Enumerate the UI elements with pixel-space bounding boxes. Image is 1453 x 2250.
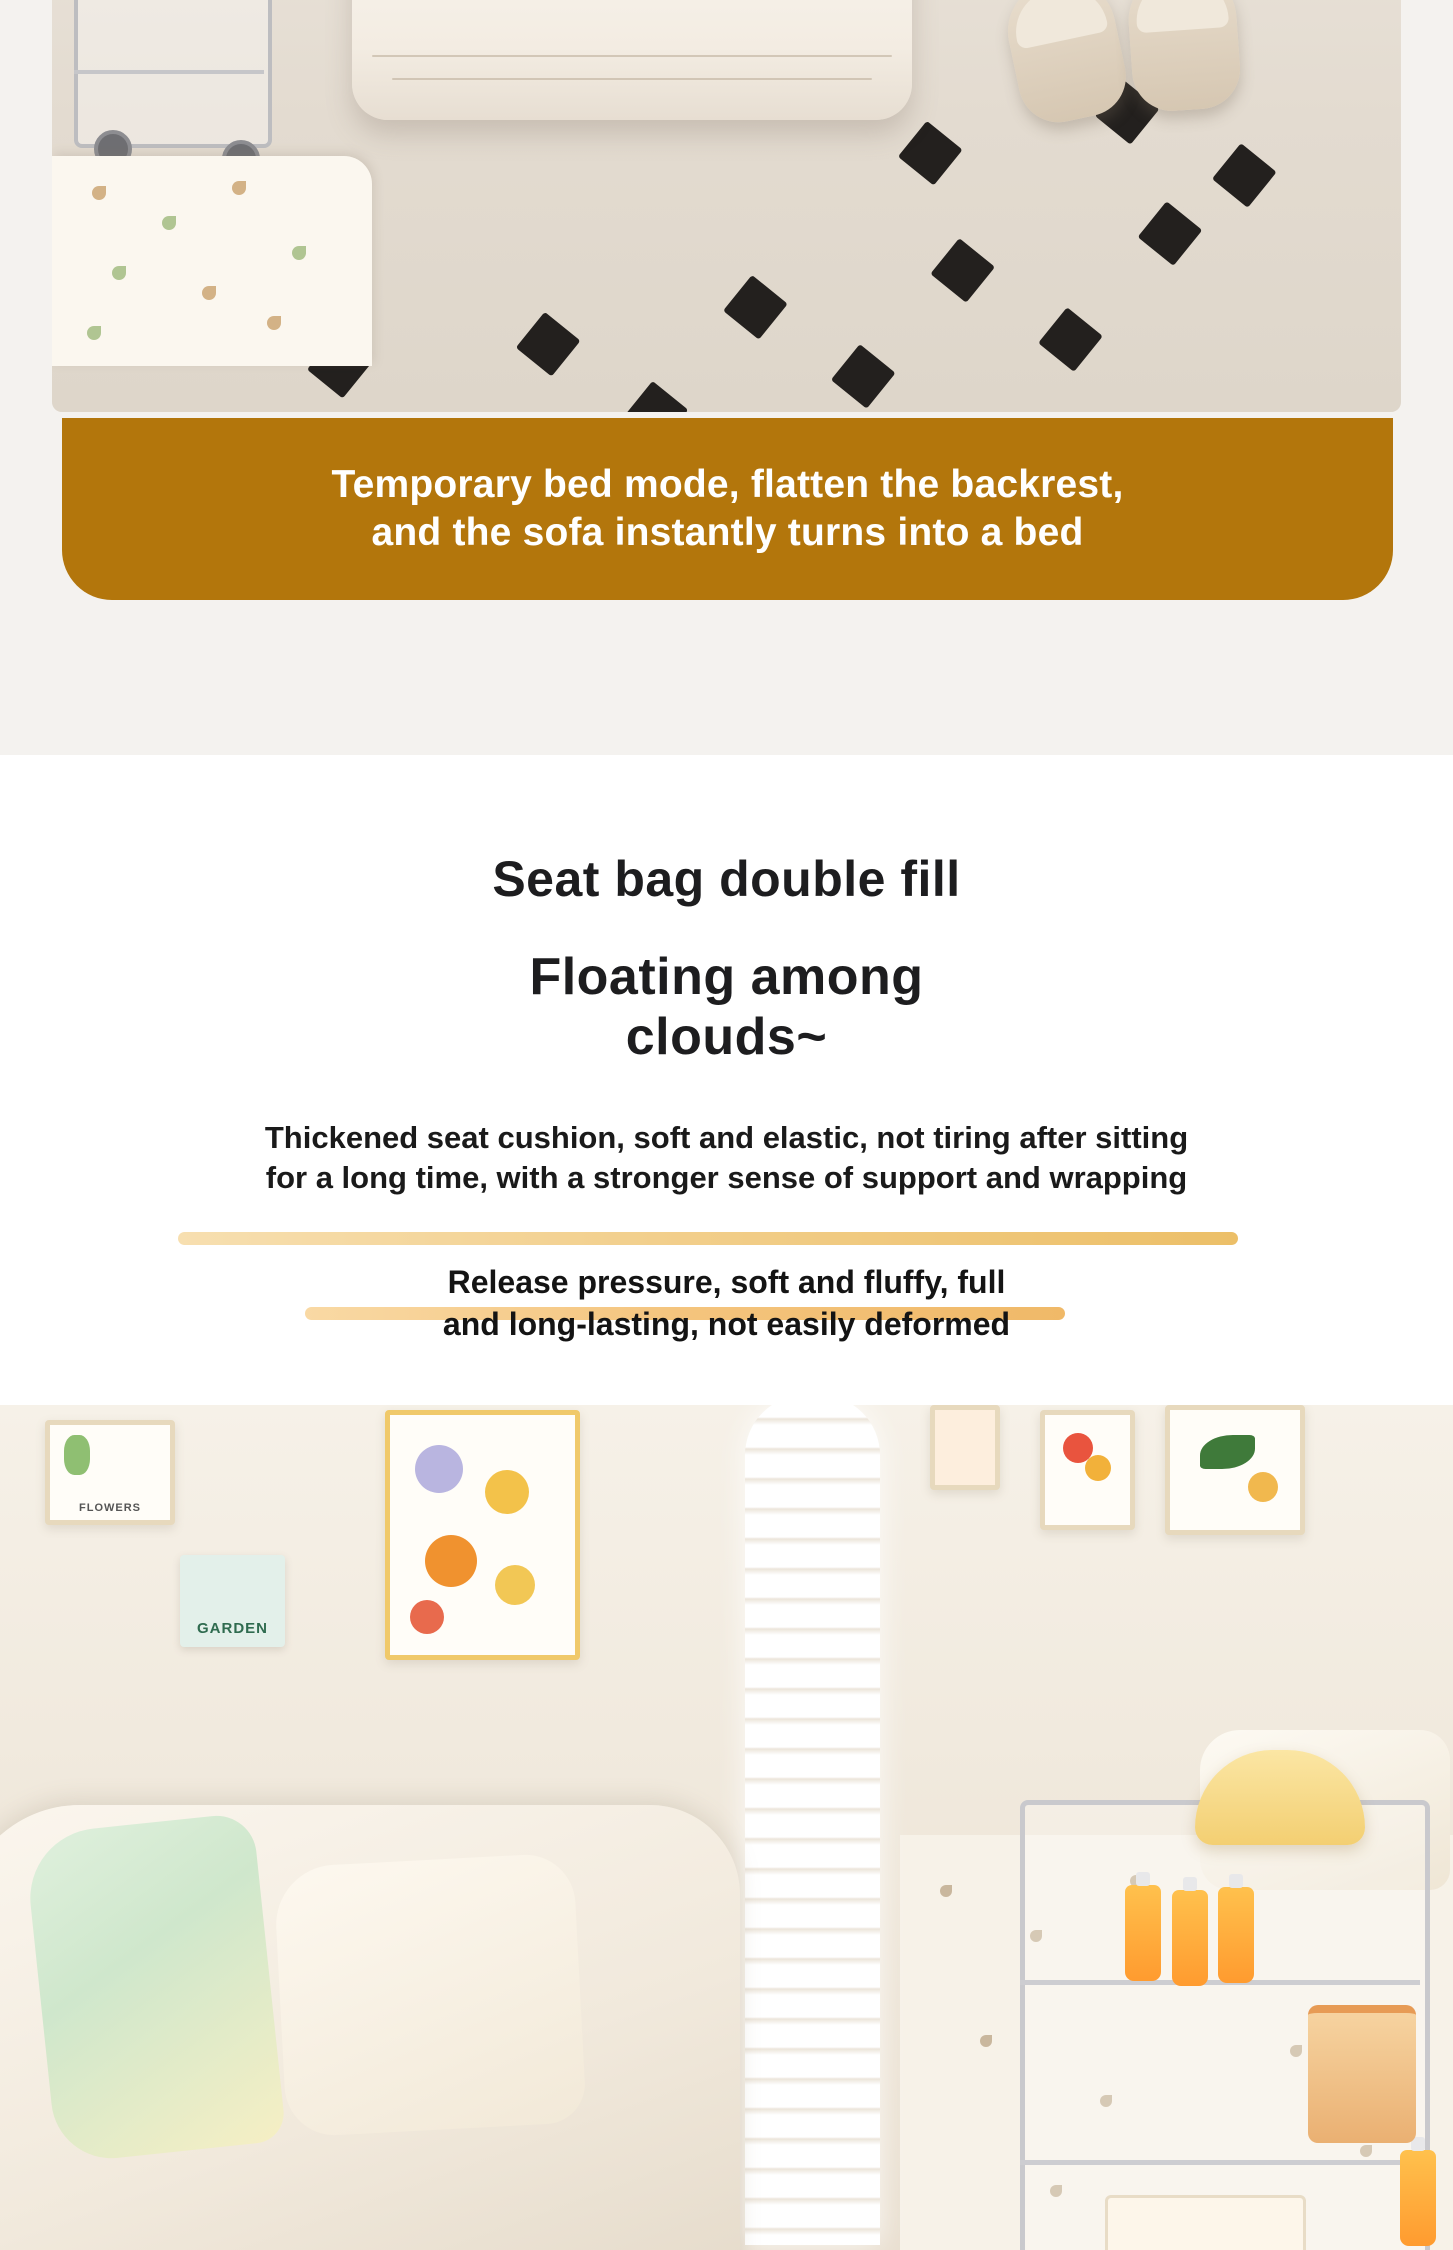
green-gradient-cushion xyxy=(23,1812,286,2164)
sub-copy-line-2: and long-lasting, not easily deformed xyxy=(442,1305,1011,1342)
poster-tulip xyxy=(1040,1410,1135,1530)
poster-small-left xyxy=(930,1405,1000,1490)
sub-copy-line-1: Release pressure, soft and fluffy, full xyxy=(447,1264,1006,1300)
trolley-shelf xyxy=(74,70,264,74)
highlight-underline-primary xyxy=(178,1232,1238,1245)
room-scene-photo xyxy=(0,1405,1453,2250)
juice-bottle xyxy=(1400,2150,1436,2246)
juice-bottle xyxy=(1218,1887,1254,1983)
poster-flowers-label: FLOWERS xyxy=(79,1502,141,1514)
poster-leaf xyxy=(1165,1405,1305,1535)
sofa-bed-mode-photo xyxy=(52,0,1401,412)
body-copy xyxy=(0,1118,1453,1197)
poster-flowers xyxy=(45,1420,175,1525)
sticky-note-garden xyxy=(180,1555,285,1647)
headline-primary: Seat bag double fill xyxy=(492,851,961,907)
flattened-sofa xyxy=(352,0,912,120)
poster-floral-art xyxy=(385,1410,580,1660)
top-photo-section xyxy=(0,0,1453,755)
metal-trolley xyxy=(74,0,272,148)
body-copy-line-1: Thickened seat cushion, soft and elastic, not tiring after sitting xyxy=(264,1120,1189,1155)
headline-secondary xyxy=(0,948,1453,1068)
trolley-shelf-top xyxy=(1020,1980,1420,1985)
trolley-shelf-bottom xyxy=(1020,2160,1420,2165)
sofa-seam-line-secondary xyxy=(392,78,872,80)
caption-banner xyxy=(62,418,1393,600)
caption-line-1: Temporary bed mode, flatten the backrest, xyxy=(331,463,1124,507)
slipper-right xyxy=(1125,0,1243,114)
cream-cushion xyxy=(273,1852,587,2137)
feature-text-section xyxy=(0,755,1453,1405)
headline-secondary-line-2: clouds~ xyxy=(625,1007,828,1066)
storage-box xyxy=(1105,2195,1306,2250)
juice-bottle xyxy=(1125,1885,1161,1981)
caption-line-2: and the sofa instantly turns into a bed xyxy=(371,511,1084,554)
headline-secondary-line-1: Floating among xyxy=(529,948,924,1006)
snack-tin xyxy=(1308,2005,1416,2143)
caption-text xyxy=(291,461,1163,556)
juice-bottle xyxy=(1172,1890,1208,1986)
body-copy-line-2: for a long time, with a stronger sense of support and wrapping xyxy=(265,1159,1188,1195)
ribbed-floor-lamp xyxy=(745,1405,880,2245)
sticky-note-label: GARDEN xyxy=(196,1620,268,1637)
floral-bedding xyxy=(52,156,372,366)
sub-copy xyxy=(0,1262,1453,1345)
sofa-seam-line xyxy=(372,55,892,57)
